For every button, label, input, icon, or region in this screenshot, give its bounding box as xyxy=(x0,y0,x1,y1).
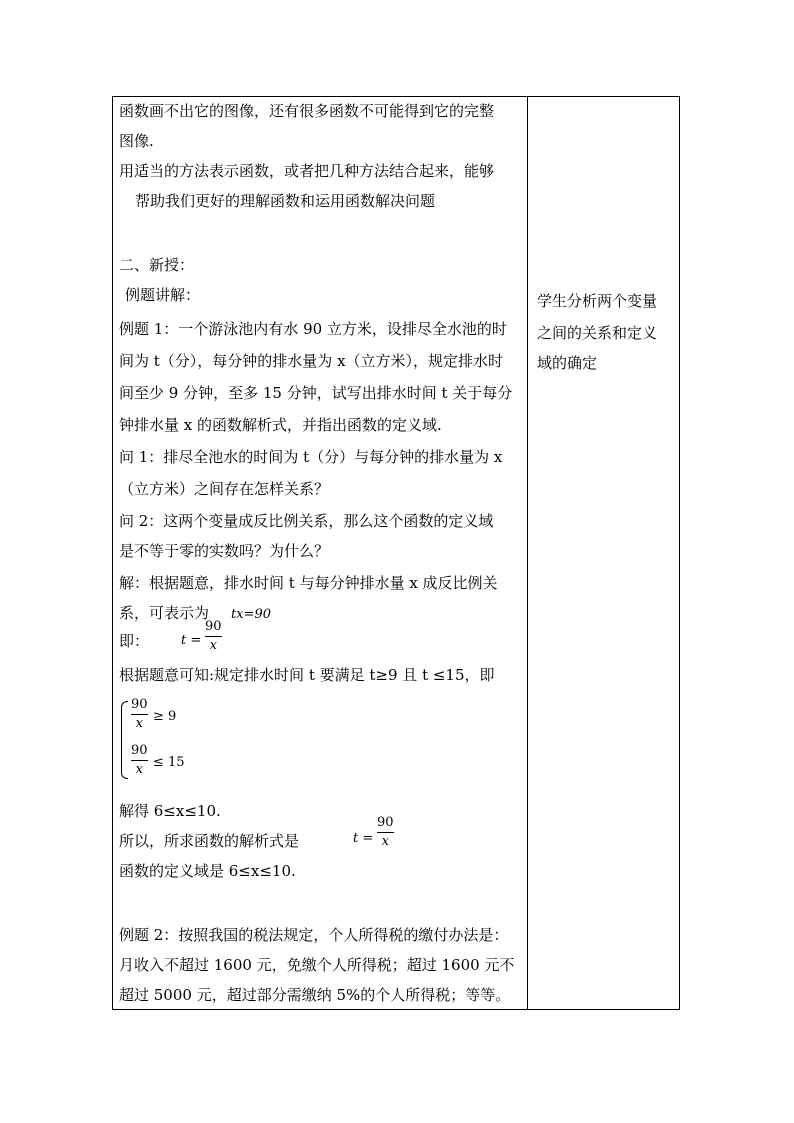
text-line: 例题讲解： xyxy=(125,286,201,304)
text-line: 根据题意可知:规定排水时间 t 要满足 t≥9 且 t ≤15，即 xyxy=(119,666,495,684)
system-brace xyxy=(121,701,128,779)
ineq-fraction-2 xyxy=(131,743,148,778)
ineq-fraction-1 xyxy=(131,697,148,732)
text-line: 图像. xyxy=(119,132,154,150)
lesson-table xyxy=(112,96,680,1010)
ineq-le-15: ≤ 15 xyxy=(153,755,185,770)
text-line: 用适当的方法表示函数，或者把几种方法结合起来，能够 xyxy=(119,162,495,180)
text-line: 例题 2：按照我国的税法规定，个人所得税的缴付办法是： xyxy=(119,926,509,944)
text-line: 问 2：这两个变量成反比例关系，那么这个函数的定义域 xyxy=(119,512,494,530)
fraction-bar xyxy=(131,714,148,715)
fraction-numerator: 90 xyxy=(377,815,394,830)
fraction-numerator: 90 xyxy=(131,697,148,712)
text-line: 例题 1：一个游泳池内有水 90 立方米，设排尽全水池的时 xyxy=(119,320,507,338)
fraction-numerator: 90 xyxy=(131,743,148,758)
text-line: 函数的定义域是 6≤x≤10. xyxy=(119,862,296,880)
fraction-denominator: x xyxy=(135,762,143,777)
ineq-ge-9: ≥ 9 xyxy=(153,709,177,724)
text-line: （立方米）之间存在怎样关系？ xyxy=(119,480,330,498)
section-heading: 二、新授： xyxy=(119,256,195,274)
fraction-denominator: x xyxy=(209,638,217,653)
text-line: 系，可表示为 xyxy=(119,604,210,622)
fraction-denominator: x xyxy=(135,716,143,731)
fraction-bar xyxy=(131,760,148,761)
text-line: 月收入不超过 1600 元，免缴个人所得税；超过 1600 元不 xyxy=(119,956,515,974)
text-line: 间为 t（分），每分钟的排水量为 x（立方米），规定排水时 xyxy=(119,352,504,370)
side-note-line: 之间的关系和定义 xyxy=(537,324,658,342)
fraction-bar xyxy=(377,832,394,833)
formula-t-label: t = xyxy=(181,633,202,648)
text-line: 即： xyxy=(119,632,150,650)
text-line: 间至少 9 分钟，至多 15 分钟，试写出排水时间 t 关于每分 xyxy=(119,384,513,402)
text-line: 超过 5000 元，超过部分需缴纳 5%的个人所得税；等等。 xyxy=(119,986,511,1004)
fraction-bar xyxy=(205,636,222,637)
side-note-line: 域的确定 xyxy=(537,354,598,372)
side-note-line: 学生分析两个变量 xyxy=(537,292,658,310)
formula-tx: tx=90 xyxy=(231,607,271,622)
fraction-denominator: x xyxy=(381,834,389,849)
text-line: 解：根据题意，排水时间 t 与每分钟排水量 x 成反比例关 xyxy=(119,574,498,592)
fraction-numerator: 90 xyxy=(205,619,222,634)
text-line: 钟排水量 x 的函数解析式，并指出函数的定义域. xyxy=(119,416,442,434)
formula-t-label: t = xyxy=(353,831,374,846)
text-line: 函数画不出它的图像，还有很多函数不可能得到它的完整 xyxy=(119,102,495,120)
formula-fraction xyxy=(377,815,394,850)
text-line: 帮助我们更好的理解函数和运用函数解决问题 xyxy=(135,192,436,210)
formula-fraction xyxy=(205,619,222,654)
text-line: 是不等于零的实数吗？为什么？ xyxy=(119,542,330,560)
text-line: 所以，所求函数的解析式是 xyxy=(119,832,300,850)
column-divider xyxy=(527,97,528,1009)
text-line: 问 1：排尽全池水的时间为 t（分）与每分钟的排水量为 x xyxy=(119,448,503,466)
text-line: 解得 6≤x≤10. xyxy=(119,802,221,820)
